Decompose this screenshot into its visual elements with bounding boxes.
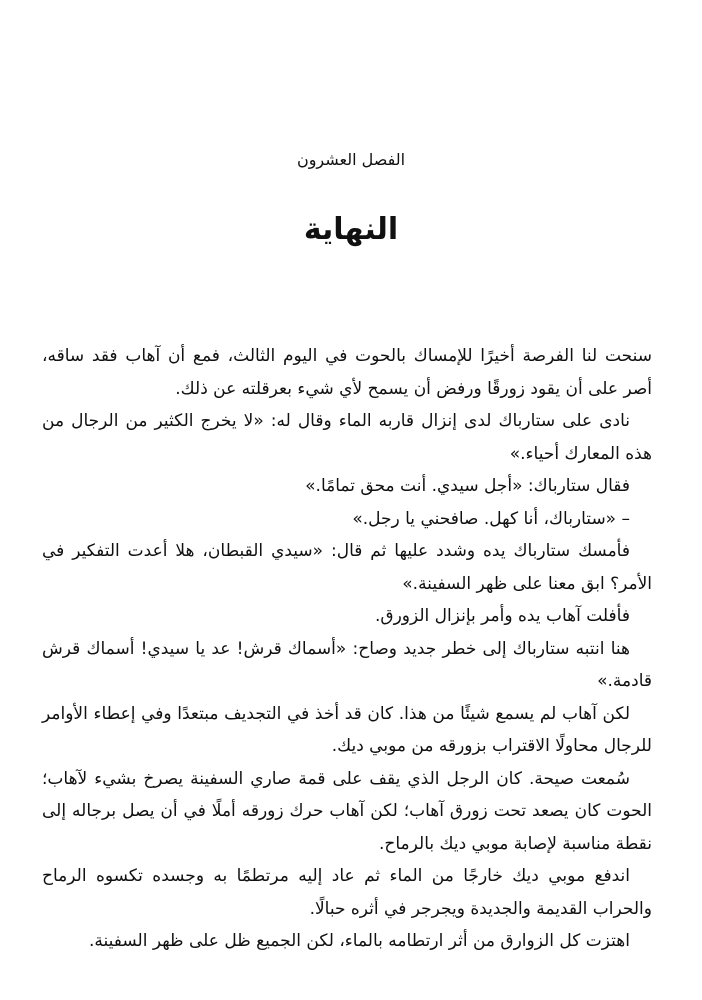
paragraph: نادى على ستارباك لدى إنزال قاربه الماء وقال له: «لا يخرج الكثير من الرجال من هذه المعارك أحياء.» — [42, 411, 652, 464]
chapter-title: النهاية — [303, 212, 399, 247]
paragraph: فأمسك ستارباك يده وشدد عليها ثم قال: «سيدي القبطان، هلا أعدت التفكير في الأمر؟ ابق معنا على ظهر السفينة.» — [42, 541, 652, 594]
paragraph: سُمعت صيحة. كان الرجل الذي يقف على قمة صاري السفينة يصرخ بشيء لآهاب؛ الحوت كان يصعد تحت زورق آهاب؛ لكن آهاب حرك زورقه أملًا في أن يصل برجاله إلى نقطة مناسبة لإصابة موبي ديك بالرماح. — [42, 768, 652, 854]
paragraph: اندفع موبي ديك خارجًا من الماء ثم عاد إليه مرتطمًا به وجسده تكسوه الرماح والحراب القديمة والجديدة ويجرجر في أثره حبالًا. — [42, 866, 652, 919]
chapter-label: الفصل العشرون — [296, 150, 406, 169]
paragraph: فقال ستارباك: «أجل سيدي. أنت محق تمامًا.» — [305, 476, 630, 496]
paragraph: هنا انتبه ستارباك إلى خطر جديد وصاح: «أسماك قرش! عد يا سيدي! أسماك قرش قادمة.» — [42, 638, 652, 691]
paragraph: سنحت لنا الفرصة أخيرًا للإمساك بالحوت في اليوم الثالث، فمع أن آهاب فقد ساقه، أصر على أن يقود زورقًا ورفض أن يسمح لأي شيء بعرقلته عن ذلك. — [42, 346, 652, 399]
paragraph: اهتزت كل الزوارق من أثر ارتطامه بالماء، لكن الجميع ظل على ظهر السفينة. — [88, 931, 630, 951]
paragraph: فأفلت آهاب يده وأمر بإنزال الزورق. — [374, 606, 630, 626]
body-text — [42, 340, 652, 958]
paragraph: لكن آهاب لم يسمع شيئًا من هذا. كان قد أخذ في التجديف مبتعدًا وفي إعطاء الأوامر للرجال محاولًا الاقتراب بزورقه من موبي ديك. — [42, 703, 652, 756]
paragraph: – «ستارباك، أنا كهل. صافحني يا رجل.» — [352, 508, 630, 529]
